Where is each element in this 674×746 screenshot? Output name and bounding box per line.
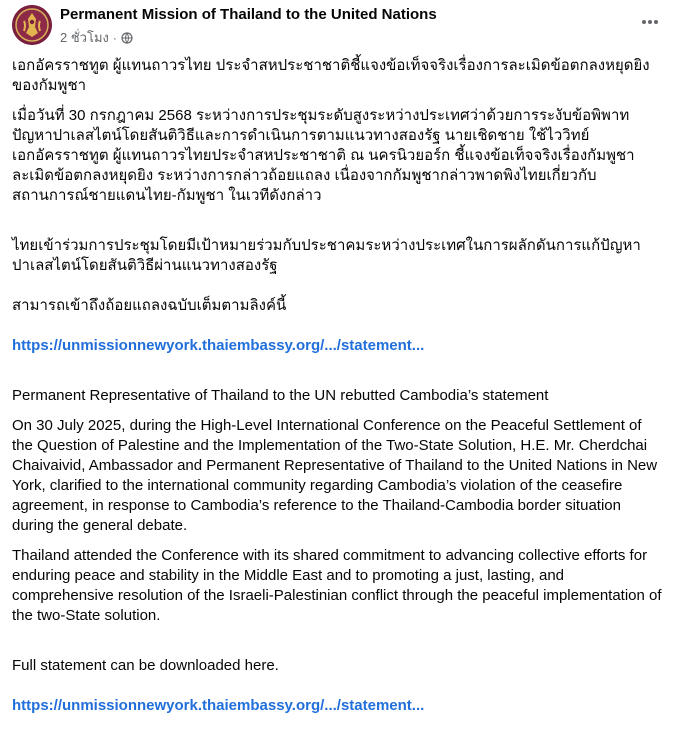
english-paragraph-3 (12, 636, 664, 736)
thai-paragraph-2-text: ไทยเข้าร่วมการประชุมโดยมีเป้าหมายร่วมกับประชาคมระหว่างประเทศในการผลักดันการแก้ปัญหาปาเลสไตน์โดยสันติวิธีผ่านแนวทางสองรัฐ (12, 237, 641, 274)
post-meta (60, 27, 133, 48)
english-paragraph-2: Thailand attended the Conference with its shared commitment to advancing collective efforts for enduring peace and stability in the Middle East and to promoting a just, lasting, and comprehensive resolution of the Israeli-Palestinian conflict through the peaceful implementation of the two-State solution. (12, 547, 662, 624)
post-header (12, 4, 662, 44)
statement-link-thai[interactable]: https://unmissionnewyork.thaiembassy.org/.../statement... (12, 337, 425, 354)
post-body (12, 56, 664, 746)
english-paragraph-1: On 30 July 2025, during the High-Level International Conference on the Peaceful Settlement of the Question of Palestine and the Implementation of the Two-State Solution, H.E. Mr. Cherdchai Chaivaivid, Ambassador and Permanent Representative of Thailand to the United Nations in New York, clarified to the international community regarding Cambodia’s violation of the ceasefire agreement, in response to Cambodia’s reference to the Thailand-Cambodia border situation during the general debate. (12, 417, 658, 534)
page-avatar[interactable] (12, 5, 52, 45)
download-note: Full statement can be downloaded here. (12, 657, 279, 674)
thai-paragraph-3-text: สามารถเข้าถึงถ้อยแถลงฉบับเต็มตามลิงค์นี้ (12, 297, 287, 314)
statement-link-english[interactable]: https://unmissionnewyork.thaiembassy.org/.../statement... (12, 697, 425, 714)
thai-emblem-icon (12, 5, 52, 45)
english-title: Permanent Representative of Thailand to the UN rebutted Cambodia’s statement (12, 387, 549, 404)
page-name-link[interactable]: Permanent Mission of Thailand to the United Nations (60, 6, 437, 23)
post-time[interactable]: 2 ชั่วโมง (60, 30, 109, 45)
more-options-icon (641, 19, 659, 25)
globe-icon (121, 32, 133, 44)
meta-separator: · (112, 30, 117, 45)
more-options-button[interactable] (638, 12, 662, 32)
thai-title: เอกอัครราชทูต ผู้แทนถาวรไทย ประจำสหประชาชาติชี้แจงข้อเท็จจริงเรื่องการละเมิดข้อตกลงหยุดยิงของกัมพูชา (12, 57, 650, 94)
thai-paragraph-2 (12, 216, 664, 376)
thai-paragraph-1: เมื่อวันที่ 30 กรกฎาคม 2568 ระหว่างการประชุมระดับสูงระหว่างประเทศว่าด้วยการระงับข้อพิพาทปัญหาปาเลสไตน์โดยสันติวิธีและการดำเนินการตามแนวทางสองรัฐ นายเชิดชาย ใช้ไววิทย์ เอกอัครราชทูต ผู้แทนถาวรไทยประจำสหประชาชาติ ณ นครนิวยอร์ก ชี้แจงข้อเท็จจริงเรื่องกัมพูชาละเมิดข้อตกลงหยุดยิง ระหว่างการกล่าวถ้อยแถลง เนื่องจากกัมพูชากล่าวพาดพิงไทยเกี่ยวกับสถานการณ์ชายแดนไทย-กัมพูชา ในเวทีดังกล่าว (12, 107, 635, 204)
